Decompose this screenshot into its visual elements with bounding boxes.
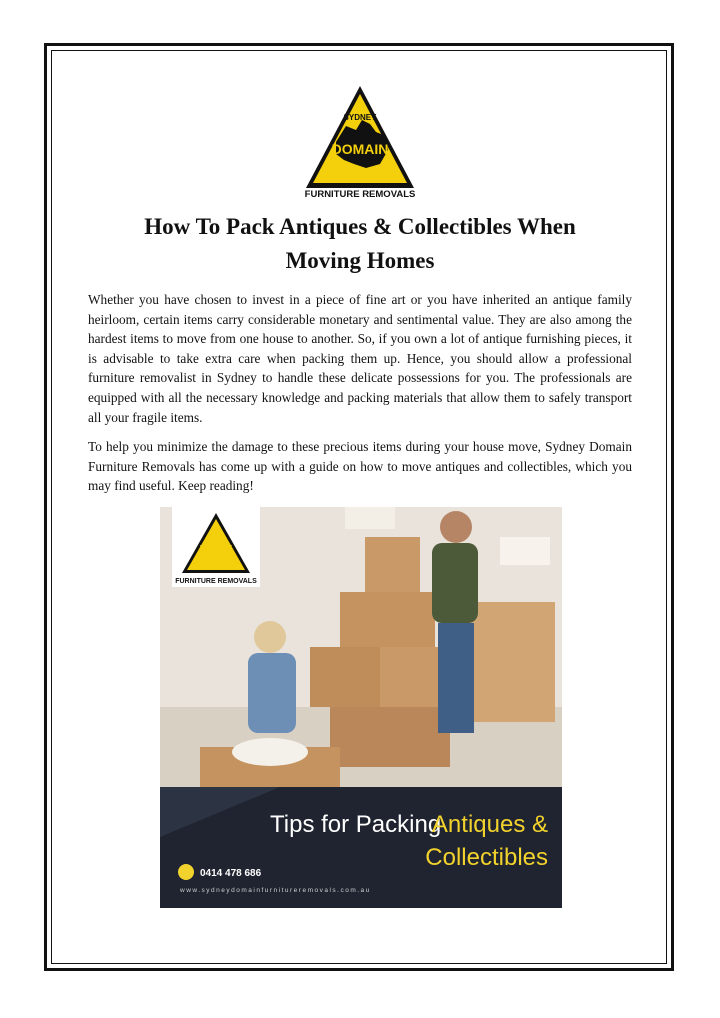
badge-logo-bottom-text: FURNITURE REMOVALS [175,578,257,585]
logo-bottom-text: FURNITURE REMOVALS [304,189,416,200]
title-line-2: Moving Homes [285,248,435,273]
logo-middle-text: DOMAIN [331,141,389,157]
logo-top-text: SYDNEY [343,113,377,122]
banner-title-prefix: Tips for Packing [270,811,442,838]
phone-icon [178,864,194,880]
body-paragraph-1: Whether you have chosen to invest in a piece of fine art or you have inherited an antique family heirloom, certain items carry considerable monetary and sentimental value. They are also among the hardest items to move from one house to another. So, if you own a lot of antique furnishing pieces, it is advisable to take extra care when packing them up. Hence, you should allow a professional furniture removalist in Sydney to handle these delicate possessions for you. The professionals are equipped with all the necessary knowledge and packing materials that allow them to safely transport all your fragile items. [88,292,632,425]
banner-title-accent-1: Antiques & [431,811,548,838]
badge-logo-middle-text: DOMAIN [199,544,233,553]
body-paragraph-2: To help you minimize the damage to these precious items during your house move, Sydney Domain Furniture Removals has come up with a guide on how to move antiques and collectibles, which you may find useful. Keep reading! [88,439,632,494]
company-logo [302,84,418,200]
document-title [88,210,632,278]
banner-title-accent-2: Collectibles [425,844,548,871]
website-url: www.sydneydomainfurnitureremovals.com.au [180,887,371,894]
title-line-1: How To Pack Antiques & Collectibles When [144,214,576,239]
phone-number: 0414 478 686 [200,868,262,879]
article-image [160,507,562,908]
